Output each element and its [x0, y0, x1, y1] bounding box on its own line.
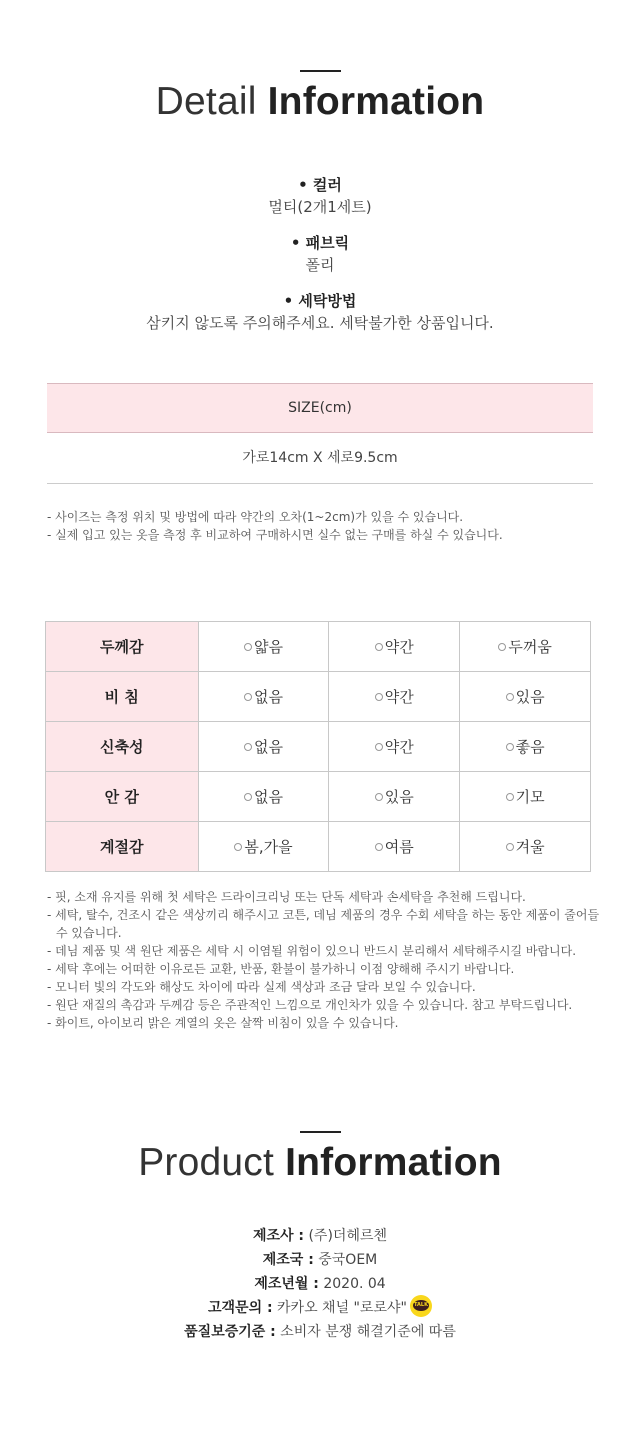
- radio-circle-icon: [234, 843, 242, 851]
- product-title: [0, 1141, 640, 1185]
- radio-circle-icon: [244, 793, 252, 801]
- radio-circle-icon: [506, 693, 514, 701]
- spec-washing: [0, 290, 640, 334]
- title-divider-top: [300, 70, 341, 72]
- spec-label: • 컬러: [298, 176, 342, 194]
- product-value: 소비자 분쟁 해결기준에 따름: [275, 1324, 456, 1340]
- size-header: SIZE(cm): [47, 383, 593, 433]
- attr-option-label: 겨울: [515, 838, 545, 856]
- radio-circle-icon: [506, 843, 514, 851]
- product-key: 제조년월 :: [254, 1276, 319, 1292]
- attr-row-lining: [46, 772, 591, 822]
- product-key: 제조국 :: [262, 1252, 314, 1268]
- product-key: 품질보증기준 :: [184, 1324, 276, 1340]
- detail-title: [0, 80, 640, 124]
- size-note: - 사이즈는 측정 위치 및 방법에 따라 약간의 오차(1~2cm)가 있을 수 있습니다.: [47, 510, 464, 524]
- product-country: [0, 1248, 640, 1272]
- attr-option-label: 없음: [253, 788, 283, 806]
- attr-option: [198, 772, 329, 822]
- attr-option: [460, 722, 591, 772]
- attr-option-label: 봄,가을: [244, 838, 293, 856]
- attr-option-label: 있음: [384, 788, 414, 806]
- attr-option-label: 얇음: [253, 638, 283, 656]
- attr-row-sheerness: [46, 672, 591, 722]
- attr-row-season: [46, 822, 591, 872]
- product-title-divider: [300, 1131, 341, 1133]
- spec-label: • 세탁방법: [283, 292, 357, 310]
- attr-row-thickness: [46, 622, 591, 672]
- product-date: [0, 1272, 640, 1296]
- attr-option: [460, 622, 591, 672]
- spec-fabric: [0, 232, 640, 276]
- care-note: - 데님 제품 및 색 원단 제품은 세탁 시 이염될 위험이 있으니 반드시 분리해서 세탁해주시길 바랍니다.: [47, 944, 577, 958]
- attr-option-label: 없음: [253, 688, 283, 706]
- attr-option: [329, 622, 460, 672]
- attr-option: [198, 622, 329, 672]
- spec-value: 삼키지 않도록 주의해주세요. 세탁불가한 상품입니다.: [146, 314, 494, 332]
- detail-title-bold: Information: [267, 80, 485, 123]
- attr-option-label: 약간: [384, 738, 414, 756]
- product-key: 고객문의 :: [208, 1300, 273, 1316]
- attribute-table: [45, 621, 591, 872]
- product-value: 2020. 04: [318, 1276, 386, 1292]
- attr-name: 신축성: [46, 722, 199, 772]
- attr-option-label: 없음: [253, 738, 283, 756]
- attr-option-label: 두꺼움: [508, 638, 552, 656]
- product-contact: [0, 1296, 640, 1320]
- attr-row-stretch: [46, 722, 591, 772]
- radio-circle-icon: [375, 643, 383, 651]
- attr-option: [198, 672, 329, 722]
- care-notes: [47, 888, 607, 1032]
- attr-option: [198, 822, 329, 872]
- attr-option: [460, 772, 591, 822]
- product-warranty: [0, 1320, 640, 1344]
- radio-circle-icon: [375, 843, 383, 851]
- product-title-bold: Information: [285, 1141, 502, 1184]
- spec-label: • 패브릭: [290, 234, 350, 252]
- care-note: - 핏, 소재 유지를 위해 첫 세탁은 드라이크리닝 또는 단독 세탁과 손세탁을 추천해 드립니다.: [47, 890, 526, 904]
- product-value: 중국OEM: [313, 1252, 378, 1268]
- attr-name: 안 감: [46, 772, 199, 822]
- care-note: - 세탁, 탈수, 건조시 같은 색상끼리 해주시고 코튼, 데님 제품의 경우 수회 세탁을 하는 동안 제품이 줄어들 수 있습니다.: [47, 908, 600, 940]
- attr-option-label: 좋음: [515, 738, 545, 756]
- detail-title-light: Detail: [155, 80, 257, 123]
- attr-option: [329, 672, 460, 722]
- product-key: 제조사 :: [252, 1228, 305, 1244]
- size-value-row: 가로14cm X 세로9.5cm: [47, 433, 593, 484]
- radio-circle-icon: [244, 693, 252, 701]
- attr-option: [460, 822, 591, 872]
- care-note: - 모니터 빛의 각도와 해상도 차이에 따라 실제 색상과 조금 달라 보일 수 있습니다.: [47, 980, 476, 994]
- care-note: - 세탁 후에는 어떠한 이유로든 교환, 반품, 환불이 불가하니 이점 양해해 주시기 바랍니다.: [47, 962, 515, 976]
- attr-option: [460, 672, 591, 722]
- attr-option: [329, 772, 460, 822]
- radio-circle-icon: [375, 743, 383, 751]
- attr-option-label: 약간: [384, 688, 414, 706]
- attr-option-label: 여름: [384, 838, 414, 856]
- radio-circle-icon: [375, 693, 383, 701]
- radio-circle-icon: [244, 743, 252, 751]
- size-note: - 실제 입고 있는 옷을 측정 후 비교하여 구매하시면 실수 없는 구매를 하실 수 있습니다.: [47, 528, 503, 542]
- attr-option: [329, 722, 460, 772]
- attr-option-label: 있음: [515, 688, 545, 706]
- spec-value: 멀티(2개1세트): [268, 198, 372, 216]
- radio-circle-icon: [244, 643, 252, 651]
- attr-name: 두께감: [46, 622, 199, 672]
- product-title-light: Product: [138, 1141, 275, 1184]
- radio-circle-icon: [375, 793, 383, 801]
- radio-circle-icon: [506, 743, 514, 751]
- kakao-talk-label: TALK: [413, 1300, 429, 1311]
- care-note: - 원단 재질의 촉감과 두께감 등은 주관적인 느낌으로 개인차가 있을 수 있습니다. 참고 부탁드립니다.: [47, 998, 573, 1012]
- product-value: 카카오 채널 "로로샤": [272, 1300, 407, 1316]
- attr-name: 비 침: [46, 672, 199, 722]
- attr-option: [198, 722, 329, 772]
- radio-circle-icon: [506, 793, 514, 801]
- spec-value: 폴리: [305, 256, 335, 274]
- size-notes: [47, 508, 607, 544]
- spec-color: [0, 174, 640, 218]
- attr-option-label: 기모: [515, 788, 545, 806]
- kakao-talk-icon[interactable]: [410, 1295, 432, 1317]
- care-note: - 화이트, 아이보리 밝은 계열의 옷은 살짝 비침이 있을 수 있습니다.: [47, 1016, 399, 1030]
- radio-circle-icon: [498, 643, 506, 651]
- product-value: (주)더헤르첸: [304, 1228, 388, 1244]
- product-info: [0, 1224, 640, 1344]
- attr-option-label: 약간: [384, 638, 414, 656]
- attr-option: [329, 822, 460, 872]
- attr-name: 계절감: [46, 822, 199, 872]
- size-table: [47, 383, 593, 484]
- product-manufacturer: [0, 1224, 640, 1248]
